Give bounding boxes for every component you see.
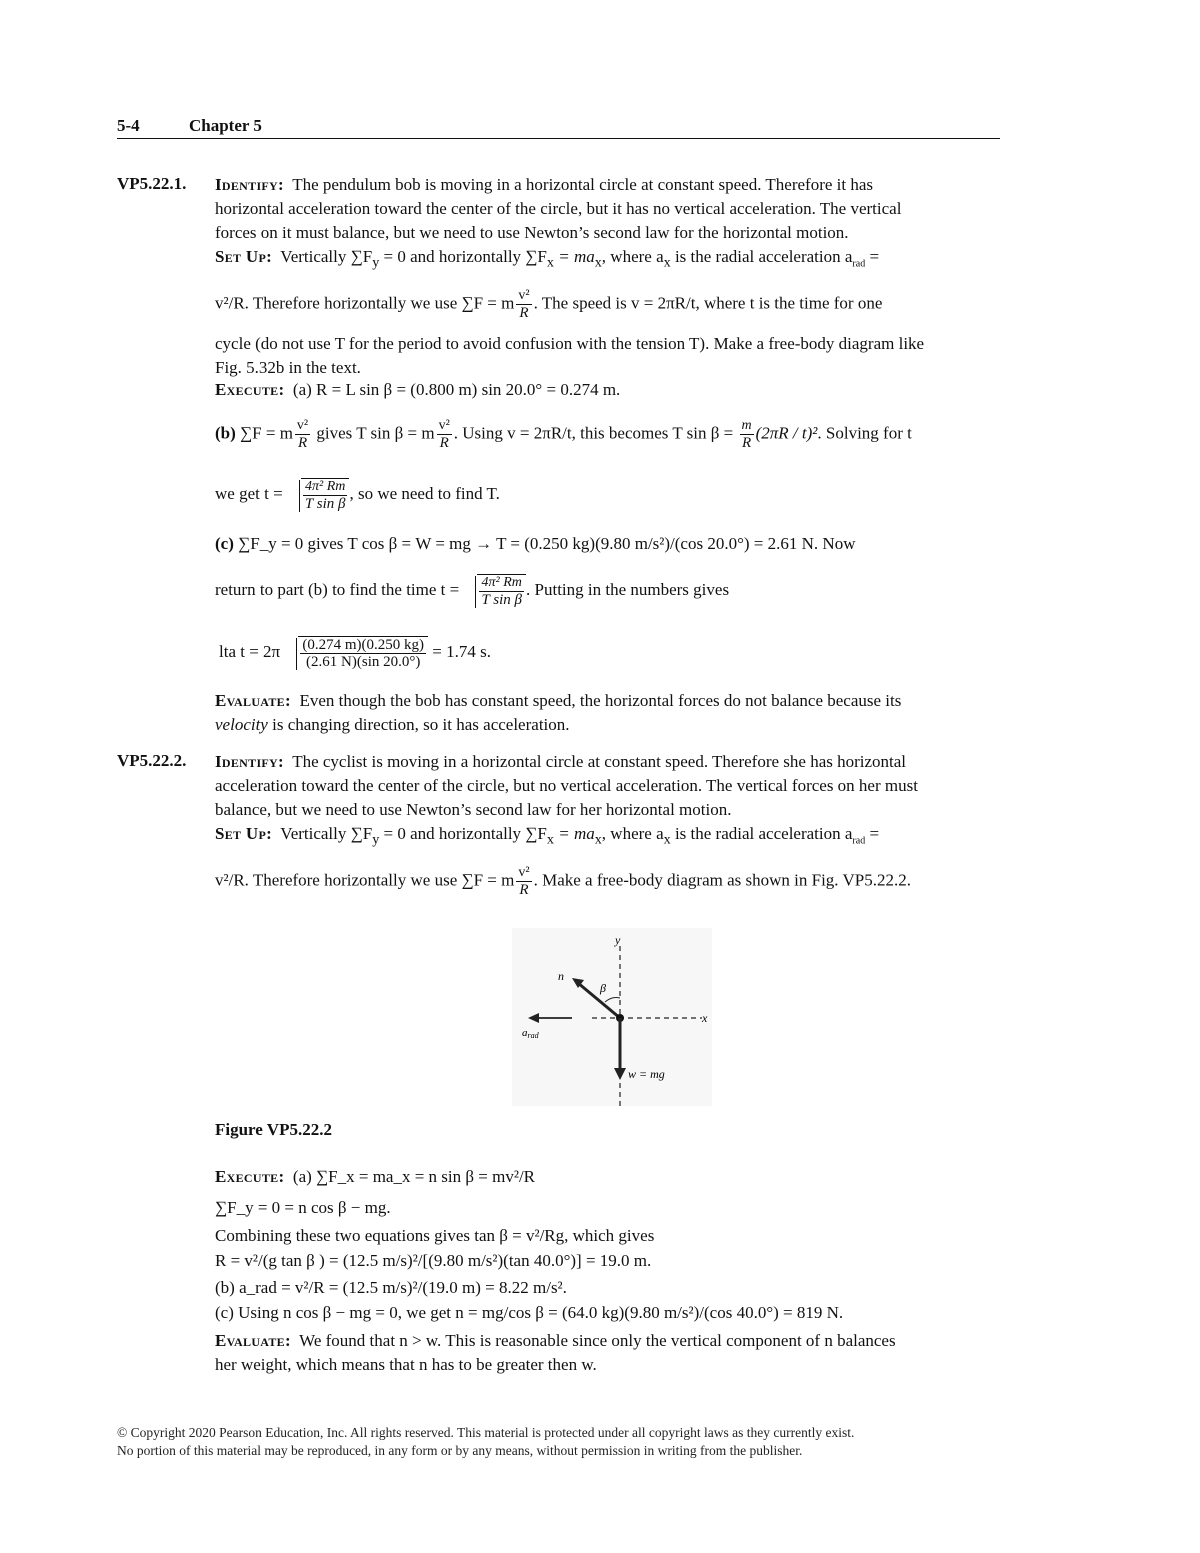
p1-execute-a — [215, 379, 620, 401]
p1-final-pre: lta t = 2π — [219, 641, 281, 661]
p1-setup-t3: = ma — [553, 247, 595, 266]
p2-setup-line2 — [215, 865, 911, 898]
p1-exec-a-text: (a) R = L sin β = (0.800 m) sin 20.0° = 0.274 m. — [292, 380, 621, 399]
figure-caption: Figure VP5.22.2 — [215, 1120, 332, 1139]
p1-exec-c-label: (c) — [215, 534, 234, 553]
p1-setup-line2 — [215, 288, 882, 321]
p1-sqrt2-frac — [479, 575, 524, 608]
p1-exec-b-frac2 — [437, 418, 452, 451]
p2-setup-t5: is the radial acceleration a — [670, 824, 853, 843]
p1-evaluate-line2 — [215, 714, 570, 736]
p1-identify-label: Identify: — [215, 175, 284, 194]
p1-exec-b-frac1-den: R — [297, 435, 308, 451]
diagram-background — [512, 928, 712, 1106]
p1-execute-c-return — [215, 574, 729, 608]
p1-evaluate-text2: is changing direction, so it has acceleration. — [267, 715, 570, 734]
page-number: 5-4 — [117, 116, 140, 135]
p1-frac-den: R — [519, 305, 529, 321]
p1-evaluate-line1 — [215, 690, 901, 712]
p1-identify-line3: forces on it must balance, but we need to use Newton’s second law for the horizontal motion. — [215, 223, 849, 242]
p2-evaluate-label: Evaluate: — [215, 1331, 291, 1350]
p1-execute-c — [215, 533, 855, 555]
problem-id-1: VP5.22.1. — [117, 174, 187, 193]
p1-setup-t2: = 0 and horizontally ∑F — [379, 247, 547, 266]
p2-execute-line3: Combining these two equations gives tan β = v²/Rg, which gives — [215, 1226, 655, 1245]
p1-exec-b-1: ∑F = m — [240, 423, 293, 443]
p1-sqrt1-den: T sin β — [304, 496, 346, 512]
p1-sqrt3-frac — [300, 637, 426, 670]
p1-exec-b-get: we get t = — [215, 483, 283, 503]
p1-sqrt1 — [287, 478, 350, 512]
p2-setup-l2a: v²/R. Therefore horizontally we use ∑F = m — [215, 870, 515, 890]
p1-setup-t4: , where a — [601, 247, 664, 266]
p1-setup-line4: Fig. 5.32b in the text. — [215, 358, 361, 377]
p1-exec-b-frac2-den: R — [439, 435, 449, 451]
beta-label: β — [600, 981, 606, 995]
p1-execute-b — [215, 418, 912, 451]
p1-setup-line1: Set Up: Vertically $\sum F_y = 0$ and horizontally $\sum F_x = ma_x$, where $a_x$ is the radial acceleration $a_{rad}$ = — [215, 247, 880, 271]
p2-exec-1: (a) ∑F_x = ma_x = n sin β = mv²/R — [292, 1167, 536, 1186]
w-label: w = mg — [628, 1067, 665, 1081]
p1-exec-b-label: (b) — [215, 423, 236, 443]
p1-sqrt2 — [463, 574, 526, 608]
p1-exec-b-frac2-num: v² — [438, 418, 450, 433]
arad-label: arad — [522, 1027, 539, 1040]
p1-exec-b-tail: , so we need to find T. — [349, 483, 500, 503]
p1-exec-b-frac3 — [740, 418, 754, 451]
x-label: x — [702, 1011, 708, 1025]
p2-identify-label: Identify: — [215, 752, 284, 771]
p1-execute-label: Execute: — [215, 380, 285, 399]
chapter-title: Chapter 5 — [189, 116, 262, 135]
p1-sqrt3-num: (0.274 m)(0.250 kg) — [302, 637, 425, 653]
p1-setup-l2b: . The speed is v = 2πR/t, where t is the time for one — [533, 293, 883, 313]
p1-setup-line3: cycle (do not use T for the period to avoid confusion with the tension T). Make a free-body diagram like — [215, 334, 925, 353]
p1-execute-c-final — [219, 636, 491, 670]
p2-execute-line6: (c) Using n cos β − mg = 0, we get n = mg/cos β = (64.0 kg)(9.80 m/s²)/(cos 40.0°) = 819 N. — [215, 1303, 844, 1322]
p1-sqrt2-num: 4π² Rm — [479, 575, 524, 592]
copyright-line2: No portion of this material may be reproduced, in any form or by any means, without permission in writing from the publisher. — [117, 1443, 803, 1458]
p1-exec-b-6: . Solving for t — [817, 423, 912, 443]
p2-frac-num: v² — [518, 865, 530, 880]
p1-evaluate-text1: Even though the bob has constant speed, the horizontal forces do not balance because its — [299, 691, 902, 710]
p1-exec-b-frac1-num: v² — [296, 418, 309, 433]
p1-sqrt2-den: T sin β — [481, 592, 523, 608]
p1-identify-text1: The pendulum bob is moving in a horizontal circle at constant speed. Therefore it has — [292, 175, 874, 194]
p1-exec-b-frac1 — [295, 418, 310, 451]
p1-evaluate-label: Evaluate: — [215, 691, 291, 710]
p1-evaluate-velocity: velocity — [215, 715, 268, 734]
p2-setup-t2: = 0 and horizontally ∑F — [379, 824, 547, 843]
page-header — [117, 116, 1000, 139]
p2-identify-line3: balance, but we need to use Newton’s second law for her horizontal motion. — [215, 800, 732, 819]
p1-sqrt3 — [284, 636, 428, 670]
p2-setup-t3: = ma — [553, 824, 595, 843]
p1-exec-b-frac3-num: m — [741, 418, 752, 433]
p1-identify-line2: horizontal acceleration toward the center of the circle, but it has no vertical acceleration. The vertical — [215, 199, 902, 218]
p1-sqrt1-num: 4π² Rm — [303, 479, 348, 496]
p1-identify-line1 — [215, 174, 873, 196]
p2-identify-line1 — [215, 751, 906, 773]
copyright-footer — [117, 1424, 854, 1460]
p2-identify-text1: The cyclist is moving in a horizontal circle at constant speed. Therefore she has horizontal — [292, 752, 907, 771]
p2-setup-frac — [516, 865, 531, 898]
problem-id-2: VP5.22.2. — [117, 751, 187, 770]
p2-evaluate-text1: We found that n > w. This is reasonable since only the vertical component of n balances — [299, 1331, 896, 1350]
p2-execute-line1 — [215, 1166, 535, 1188]
p1-exec-b-frac3-den: R — [741, 435, 752, 451]
p2-execute-line5: (b) a_rad = v²/R = (12.5 m/s)²/(19.0 m) = 8.22 m/s². — [215, 1278, 567, 1297]
p1-setup-label: Set Up: — [215, 247, 273, 266]
p1-frac-num: v² — [518, 288, 530, 303]
p1-setup-frac — [516, 288, 531, 321]
y-label: y — [615, 933, 621, 947]
p1-sqrt1-frac — [303, 479, 348, 512]
p2-setup-line1: Set Up: Vertically $\sum F_y = 0$ and horizontally $\sum F_x = ma_x$, where $a_x$ is the radial acceleration $a_{rad}$ = — [215, 824, 880, 848]
free-body-diagram — [512, 928, 712, 1106]
p1-setup-l2a: v²/R. Therefore horizontally we use ∑F = m — [215, 293, 515, 313]
p1-setup-t1: Vertically ∑F — [280, 247, 373, 266]
p2-setup-t1: Vertically ∑F — [280, 824, 373, 843]
p1-exec-b-5: (2πR / t)² — [755, 423, 818, 443]
p2-execute-line2: ∑F_y = 0 = n cos β − mg. — [215, 1198, 391, 1217]
p2-evaluate-line2: her weight, which means that n has to be greater then w. — [215, 1355, 597, 1374]
p1-exec-b-2: gives T sin β = m — [312, 423, 435, 443]
p1-setup-t5: is the radial acceleration a — [670, 247, 853, 266]
p2-evaluate-line1 — [215, 1330, 896, 1352]
p2-setup-t4: , where a — [601, 824, 664, 843]
p2-setup-t6: = — [865, 824, 880, 843]
p1-sqrt3-den: (2.61 N)(sin 20.0°) — [306, 654, 421, 670]
p2-setup-label: Set Up: — [215, 824, 273, 843]
p2-identify-line2: acceleration toward the center of the circle, but no vertical acceleration. The vertical forces on her must — [215, 776, 918, 795]
p2-execute-label: Execute: — [215, 1167, 285, 1186]
p1-exec-c-return: return to part (b) to find the time t = — [215, 579, 460, 599]
p2-frac-den: R — [519, 882, 529, 898]
p1-exec-c-tail: . Putting in the numbers gives — [526, 579, 730, 599]
p1-exec-c-text: ∑F_y = 0 gives T cos β = W = mg → T = (0.250 kg)(9.80 m/s²)/(cos 20.0°) = 2.61 N. Now — [238, 534, 856, 553]
n-label: n — [558, 969, 564, 983]
p2-setup-l2b: . Make a free-body diagram as shown in Fig. VP5.22.2. — [533, 870, 911, 890]
p1-final-post: = 1.74 s. — [432, 641, 491, 661]
copyright-line1: © Copyright 2020 Pearson Education, Inc. All rights reserved. This material is protected under all copyright laws as they currently exist. — [117, 1425, 855, 1440]
p1-execute-b-get — [215, 478, 500, 512]
p2-execute-line4: R = v²/(g tan β ) = (12.5 m/s)²/[(9.80 m/s²)(tan 40.0°)] = 19.0 m. — [215, 1251, 652, 1270]
p1-setup-t6: = — [865, 247, 880, 266]
p1-exec-b-3: . Using v = 2πR/t, this becomes T sin β = — [453, 423, 734, 443]
